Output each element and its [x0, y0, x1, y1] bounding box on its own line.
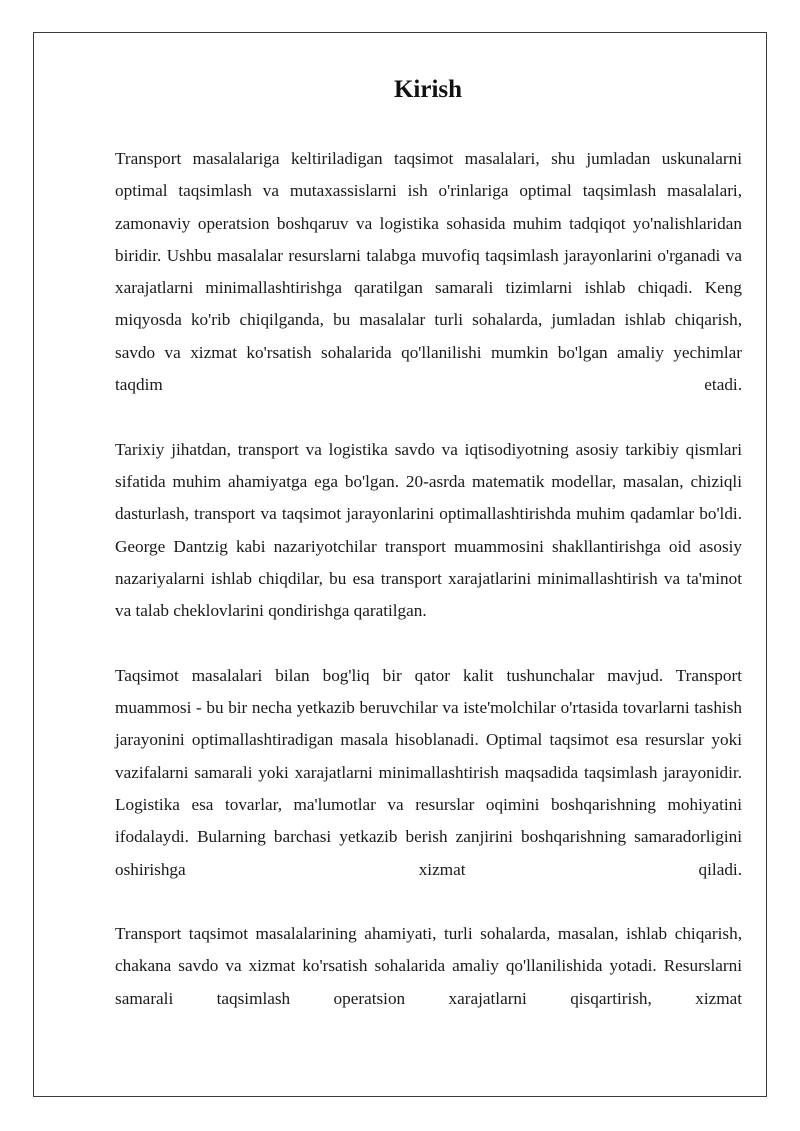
paragraph-2: Tarixiy jihatdan, transport va logistika savdo va iqtisodiyotning asosiy tarkibiy qismlari sifatida muhim ahamiyatga ega bo'lgan. 20-asrda matematik modellar, masalan, chiziqli dasturlash, transport va taqsimot jarayonlarini optimallashtirishda muhim qadamlar bo'ldi. George Dantzig kabi nazariyotchilar transport muammosini shakllantirishga oid asosiy nazariyalarni ishlab chiqdilar, bu esa transport xarajatlarini minimallashtirish va ta'minot va talab cheklovlarini qondirishga qaratilgan.: [115, 439, 742, 621]
paragraph-1: Transport masalalariga keltiriladigan taqsimot masalalari, shu jumladan uskunalarni optimal taqsimlash va mutaxassislarni ish o'rinlariga optimal taqsimlash masalalari, zamonaviy operatsion boshqaruv va logistika sohasida muhim tadqiqot yo'nalishlaridan biridir. Ushbu masalalar resurslarni talabga muvofiq taqsimlash jarayonlarini o'rganadi va xarajatlarni minimallashtirishga qaratilgan samarali tizimlarni ishlab chiqadi. Keng miqyosda ko'rib chiqilganda, bu masalalar turli sohalarda, jumladan ishlab chiqarish, savdo va xizmat ko'rsatish sohalarida qo'llanilishi mumkin bo'lgan amaliy yechimlar taqdim etadi.: [115, 149, 742, 395]
paragraph-4: Transport taqsimot masalalarining ahamiyati, turli sohalarda, masalan, ishlab chiqarish, chakana savdo va xizmat ko'rsatish sohalarida amaliy qo'llanilishida yotadi. Resurslarni samarali taqsimlash operatsion xarajatlarni qisqartirish, xizmat: [115, 924, 742, 1008]
page-title: Kirish: [393, 76, 463, 103]
paragraph-3: Taqsimot masalalari bilan bog'liq bir qator kalit tushunchalar mavjud. Transport muammosi - bu bir necha yetkazib beruvchilar va iste'molchilar o'rtasida tovarlarni tashish jarayonini optimallashtiradigan masala hisoblanadi. Optimal taqsimot esa resurslar yoki vazifalarni samarali yoki xarajatlarni minimallashtirish maqsadida taqsimlash jarayonidir. Logistika esa tovarlar, ma'lumotlar va resurslar oqimini boshqarishning mohiyatini ifodalaydi. Bularning barchasi yetkazib berish zanjirini boshqarishning samaradorligini oshirishga xizmat qiladi.: [115, 665, 742, 879]
body-text: [115, 143, 742, 1015]
